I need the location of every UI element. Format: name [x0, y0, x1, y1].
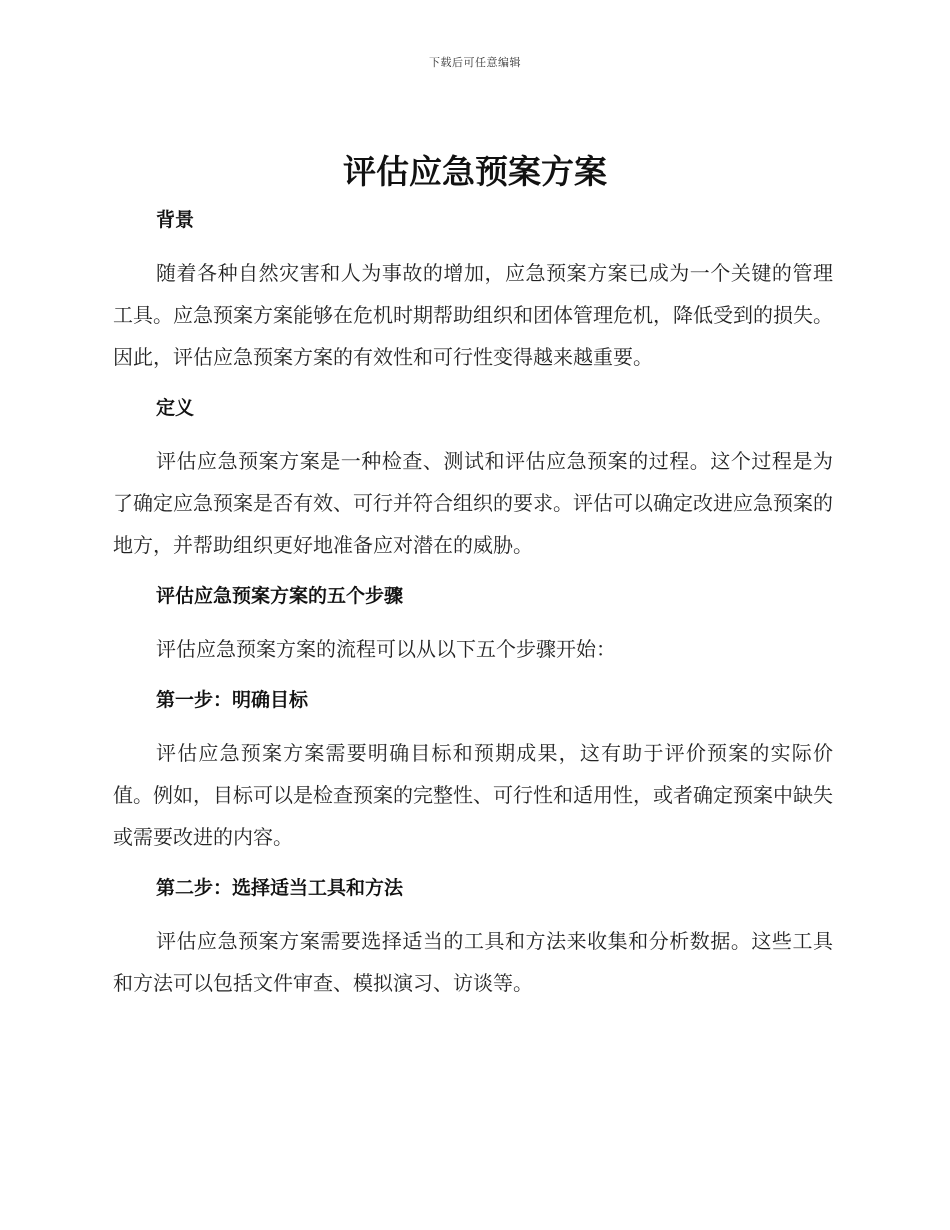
section-text-background: 随着各种自然灾害和人为事故的增加，应急预案方案已成为一个关键的管理工具。应急预案方案能够在危机时期帮助组织和团体管理危机，降低受到的损失。因此，评估应急预案方案的有效性和可行性变得越来越重要。: [113, 261, 833, 369]
section-heading-steps: 评估应急预案方案的五个步骤: [156, 585, 404, 607]
document-body: [113, 204, 833, 1004]
section-text-step2: 评估应急预案方案需要选择适当的工具和方法来收集和分析数据。这些工具和方法可以包括文件审查、模拟演习、访谈等。: [113, 929, 833, 995]
document-title: 评估应急预案方案: [343, 152, 607, 191]
section-heading-step2: 第二步：选择适当工具和方法: [156, 877, 404, 899]
section-text-steps-intro: 评估应急预案方案的流程可以从以下五个步骤开始：: [156, 637, 616, 661]
section-heading-background: 背景: [156, 209, 195, 231]
section-text-step1: 评估应急预案方案需要明确目标和预期成果，这有助于评价预案的实际价值。例如，目标可以是检查预案的完整性、可行性和适用性，或者确定预案中缺失或需要改进的内容。: [113, 741, 833, 849]
page-header: 下载后可任意编辑: [429, 56, 521, 69]
section-heading-step1: 第一步：明确目标: [156, 689, 309, 711]
section-text-definition: 评估应急预案方案是一种检查、测试和评估应急预案的过程。这个过程是为了确定应急预案是否有效、可行并符合组织的要求。评估可以确定改进应急预案的地方，并帮助组织更好地准备应对潜在的威胁。: [113, 449, 833, 557]
section-heading-definition: 定义: [156, 397, 195, 419]
